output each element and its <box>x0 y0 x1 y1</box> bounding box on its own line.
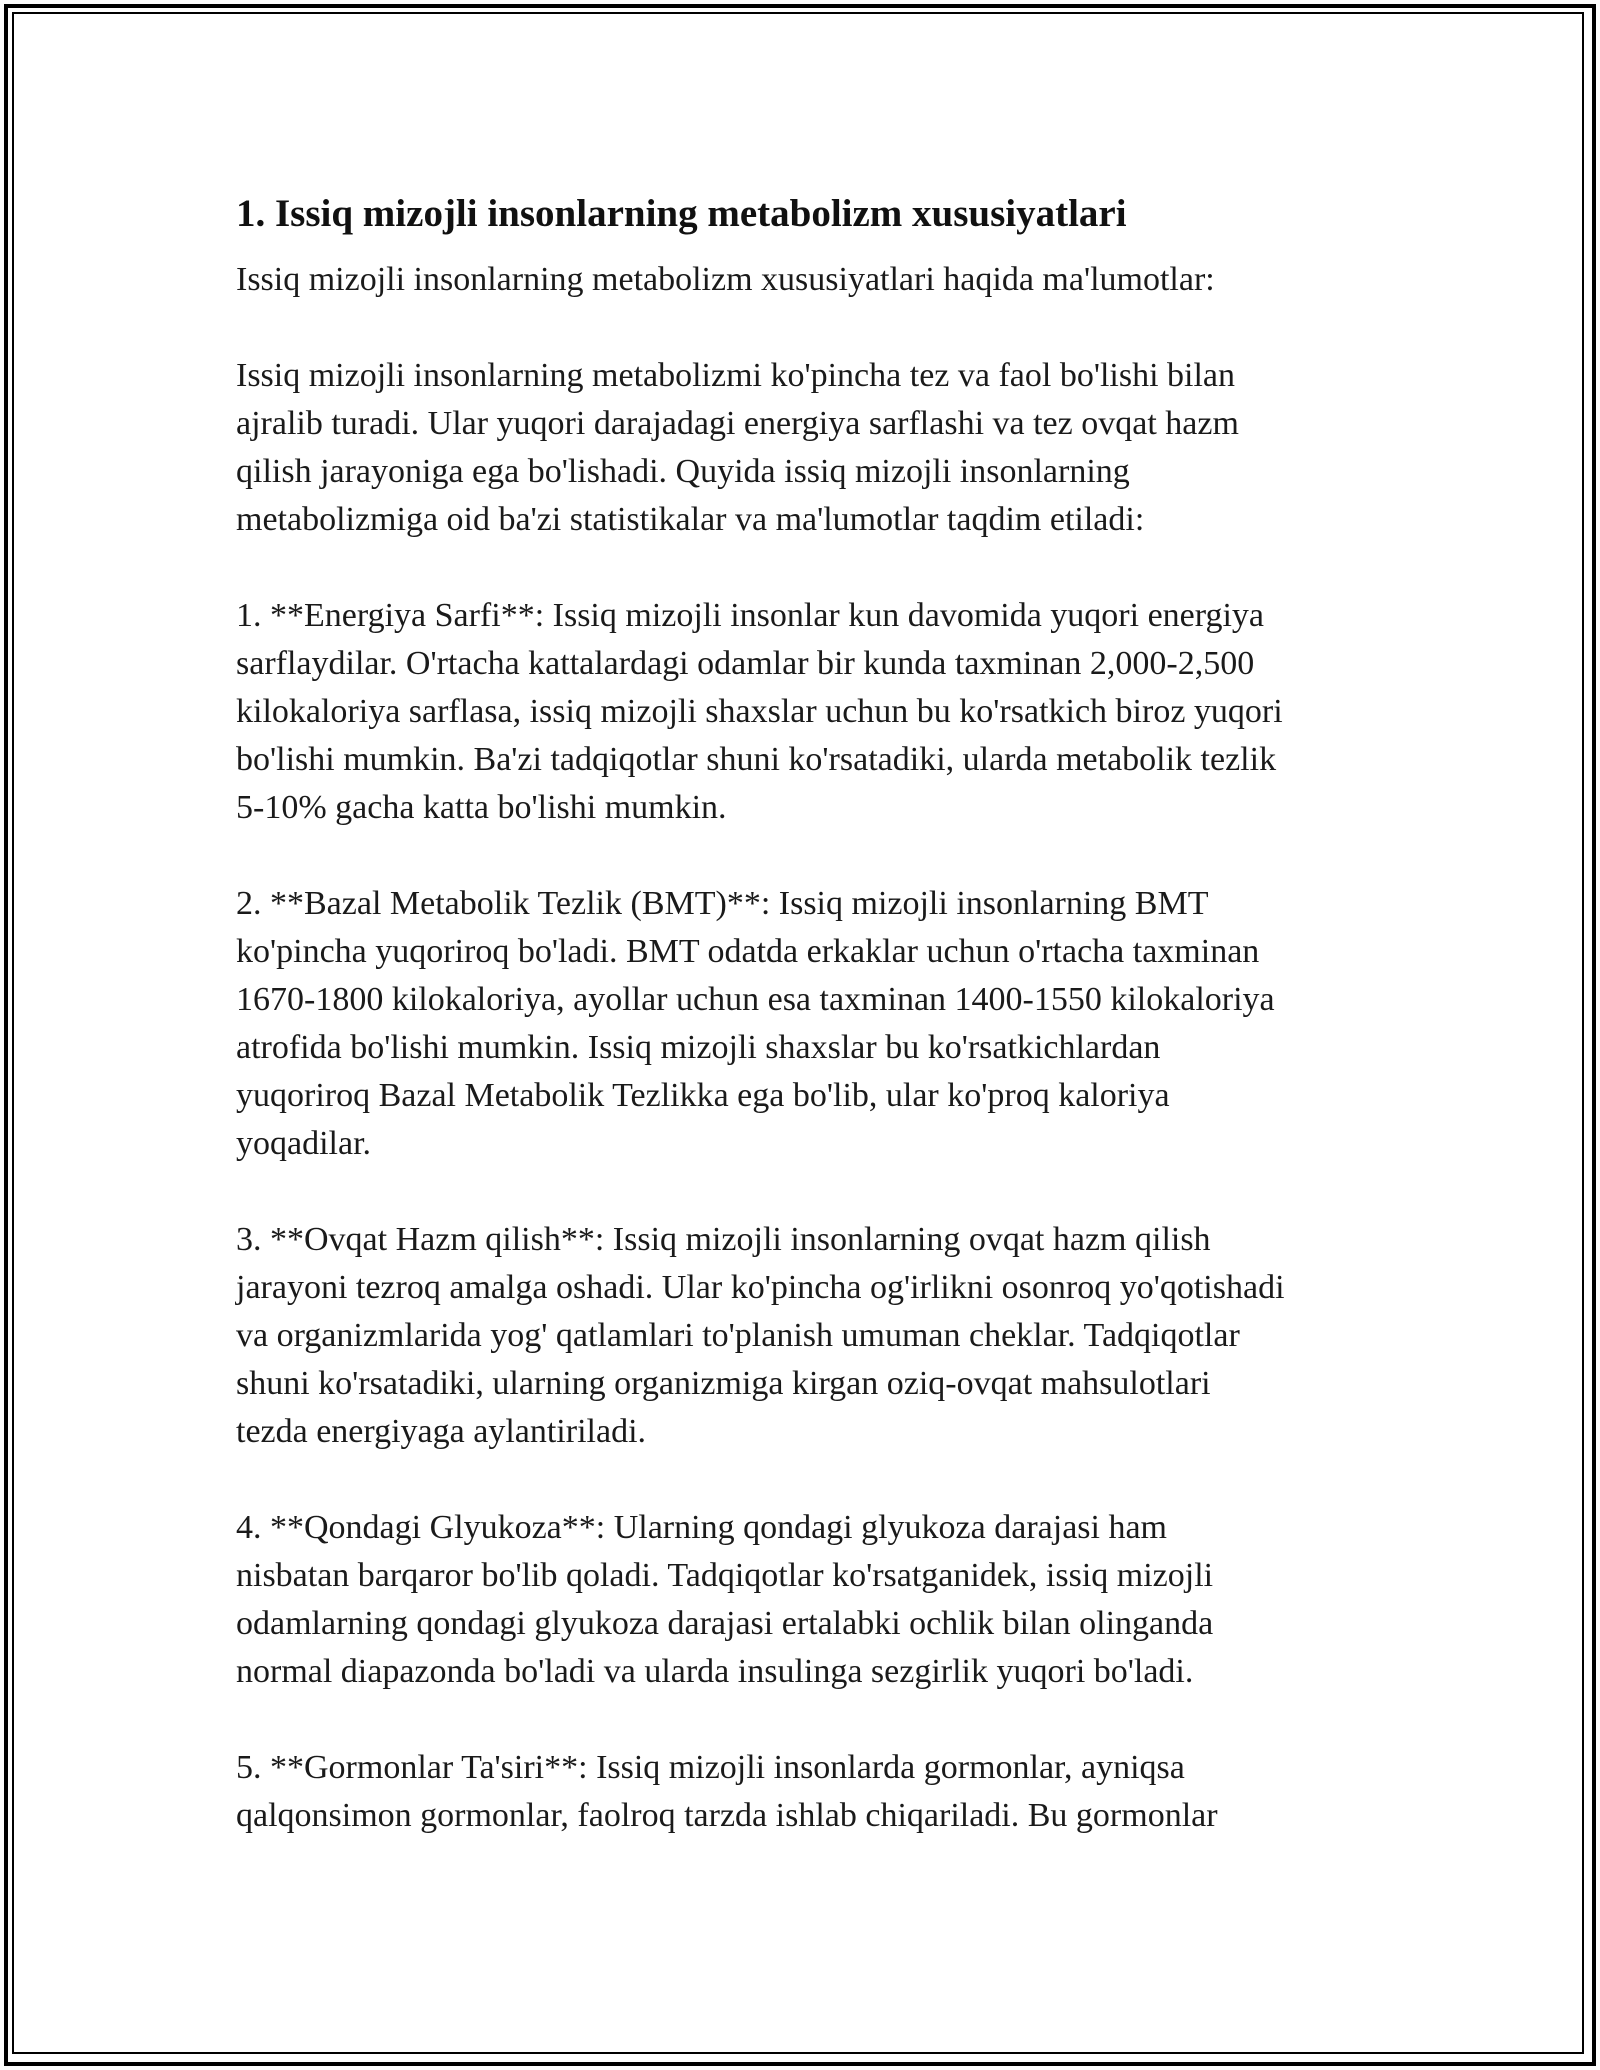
paragraph-basal-metabolic-rate: 2. **Bazal Metabolik Tezlik (BMT)**: Issiq mizojli insonlarning BMT ko'pincha yuqoriroq bo'ladi. BMT odatda erkaklar uchun o'rtacha taxminan 1670-1800 kilokaloriya, ayollar uchun esa taxminan 1400-1550 kilokaloriya atrofida bo'lishi mumkin. Issiq mizojli shaxslar bu ko'rsatkichlardan yuqoriroq Bazal Metabolik Tezlikka ega bo'lib, ular ko'proq kaloriya yoqadilar. <box>236 885 1275 1162</box>
intro-line: Issiq mizojli insonlarning metabolizm xususiyatlari haqida ma'lumotlar: <box>236 261 1215 298</box>
paragraph-digestion: 3. **Ovqat Hazm qilish**: Issiq mizojli insonlarning ovqat hazm qilish jarayoni tezroq amalga oshadi. Ular ko'pincha og'irlikni osonroq yo'qotishadi va organizmlarida yog' qatlamlari to'planish umuman cheklar. Tadqiqotlar shuni ko'rsatadiki, ularning organizmiga kirgan oziq-ovqat mahsulotlari tezda energiyaga aylantiriladi. <box>236 1221 1285 1450</box>
section-heading: 1. Issiq mizojli insonlarning metabolizm xususiyatlari <box>236 192 1127 235</box>
document-body <box>236 186 1366 1840</box>
paragraph-blood-glucose: 4. **Qondagi Glyukoza**: Ularning qondagi glyukoza darajasi ham nisbatan barqaror bo'lib qoladi. Tadqiqotlar ko'rsatganidek, issiq mizojli odamlarning qondagi glyukoza darajasi ertalabki ochlik bilan olinganda normal diapazonda bo'ladi va ularda insulinga sezgirlik yuqori bo'ladi. <box>236 1509 1214 1690</box>
paragraph-overview: Issiq mizojli insonlarning metabolizmi ko'pincha tez va faol bo'lishi bilan ajralib turadi. Ular yuqori darajadagi energiya sarflashi va tez ovqat hazm qilish jarayoniga ega bo'lishadi. Quyida issiq mizojli insonlarning metabolizmiga oid ba'zi statistikalar va ma'lumotlar taqdim etiladi: <box>236 357 1239 538</box>
paragraph-hormones: 5. **Gormonlar Ta'siri**: Issiq mizojli insonlarda gormonlar, ayniqsa qalqonsimon gormonlar, faolroq tarzda ishlab chiqariladi. Bu gormonlar <box>236 1749 1218 1834</box>
paragraph-energy-expenditure: 1. **Energiya Sarfi**: Issiq mizojli insonlar kun davomida yuqori energiya sarflaydilar. O'rtacha kattalardagi odamlar bir kunda taxminan 2,000-2,500 kilokaloriya sarflasa, issiq mizojli shaxslar uchun bu ko'rsatkich biroz yuqori bo'lishi mumkin. Ba'zi tadqiqotlar shuni ko'rsatadiki, ularda metabolik tezlik 5-10% gacha katta bo'lishi mumkin. <box>236 597 1283 826</box>
